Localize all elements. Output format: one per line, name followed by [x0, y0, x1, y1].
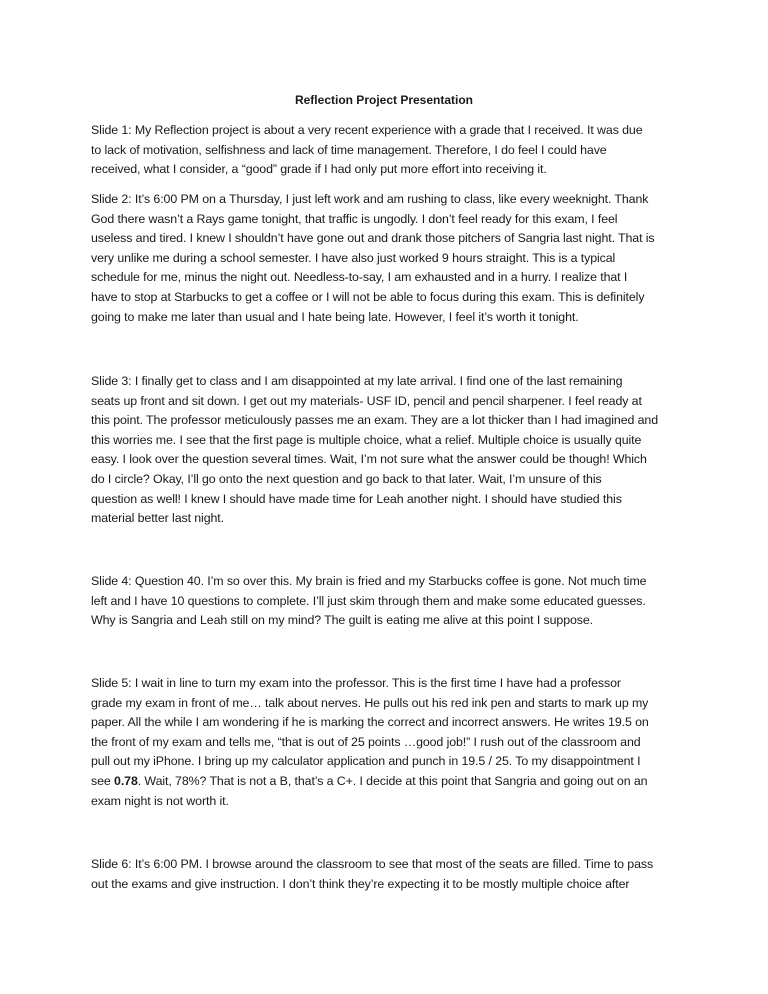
text-line: going to make me later than usual and I hate being late. However, I feel it’s worth it tonight.	[91, 309, 579, 324]
text-line: the front of my exam and tells me, “that is out of 25 points …good job!” I rush out of the classroom and	[91, 734, 641, 749]
text-line: Slide 2: It’s 6:00 PM on a Thursday, I just left work and am rushing to class, like every weeknight. Thank	[91, 192, 649, 206]
slide-1-paragraph	[91, 121, 681, 180]
text-line: this worries me. I see that the first page is multiple choice, what a relief. Multiple choice is usually quite	[91, 432, 642, 447]
text-line: do I circle? Okay, I’ll go onto the next question and go back to that later. Wait, I’m unsure of this	[91, 471, 602, 486]
text-line: Why is Sangria and Leah still on my mind? The guilt is eating me alive at this point I suppose.	[91, 613, 594, 628]
text-line: Slide 4: Question 40. I’m so over this. My brain is fried and my Starbucks coffee is gone. Not much time	[91, 574, 647, 588]
text-line: easy. I look over the question several times. Wait, I’m not sure what the answer could be though! Which	[91, 452, 647, 467]
text-line: this point. The professor meticulously passes me an exam. They are a lot thicker than I had imagined and	[91, 413, 658, 428]
text-line: Slide 1: My Reflection project is about a very recent experience with a grade that I received. It was due	[91, 123, 643, 137]
text-line: pull out my iPhone. I bring up my calculator application and punch in 19.5 / 25. To my disappointment I	[91, 754, 641, 769]
text-line: Slide 6: It’s 6:00 PM. I browse around the classroom to see that most of the seats are filled. Time to pass	[91, 857, 654, 871]
text-line: God there wasn’t a Rays game tonight, that traffic is ungodly. I don’t feel ready for this exam, I feel	[91, 211, 618, 226]
slide-3-paragraph	[91, 372, 681, 529]
text-line: paper. All the while I am wondering if he is marking the correct and incorrect answers. He writes 19.5 on	[91, 715, 649, 730]
slide-4-paragraph	[91, 572, 681, 631]
bold-score: 0.78	[114, 773, 138, 788]
text-line: out the exams and give instruction. I don’t think they’re expecting it to be mostly multiple choice after	[91, 876, 630, 891]
text-line: schedule for me, minus the night out. Needless-to-say, I am exhausted and in a hurry. I realize that I	[91, 270, 628, 285]
text-line: question as well! I knew I should have made time for Leah another night. I should have studied this	[91, 491, 622, 506]
document-title: Reflection Project Presentation	[294, 93, 474, 107]
text-line: very unlike me during a school semester. I have also just worked 9 hours straight. This is a typical	[91, 250, 616, 265]
text-segment: see	[91, 773, 115, 788]
text-line: useless and tired. I knew I shouldn’t have gone out and drank those pitchers of Sangria last night. That is	[91, 231, 655, 246]
slide-5-paragraph	[91, 674, 681, 811]
text-line-with-bold	[91, 772, 681, 792]
text-line: grade my exam in front of me… talk about nerves. He pulls out his red ink pen and starts to mark up my	[91, 695, 649, 710]
text-line: exam night is not worth it.	[91, 793, 229, 808]
text-line: received, what I consider, a “good” grade if I had only put more effort into receiving it.	[91, 162, 547, 177]
text-line: seats up front and sit down. I get out my materials- USF ID, pencil and pencil sharpener. I feel ready at	[91, 393, 642, 408]
text-line: Slide 5: I wait in line to turn my exam into the professor. This is the first time I have had a professor	[91, 676, 621, 690]
text-line: left and I have 10 questions to complete. I’ll just skim through them and make some educated guesses.	[91, 593, 646, 608]
text-line: Slide 3: I finally get to class and I am disappointed at my late arrival. I find one of the last remaining	[91, 374, 623, 388]
slide-6-paragraph	[91, 855, 681, 894]
slide-2-paragraph	[91, 190, 681, 327]
text-segment: . Wait, 78%? That is not a B, that’s a C+. I decide at this point that Sangria and going out on an	[137, 773, 648, 788]
text-line: to lack of motivation, selfishness and lack of time management. Therefore, I do feel I could have	[91, 142, 607, 157]
text-line: material better last night.	[91, 511, 224, 526]
text-line: have to stop at Starbucks to get a coffee or I will not be able to focus during this exam. This is definitely	[91, 289, 645, 304]
